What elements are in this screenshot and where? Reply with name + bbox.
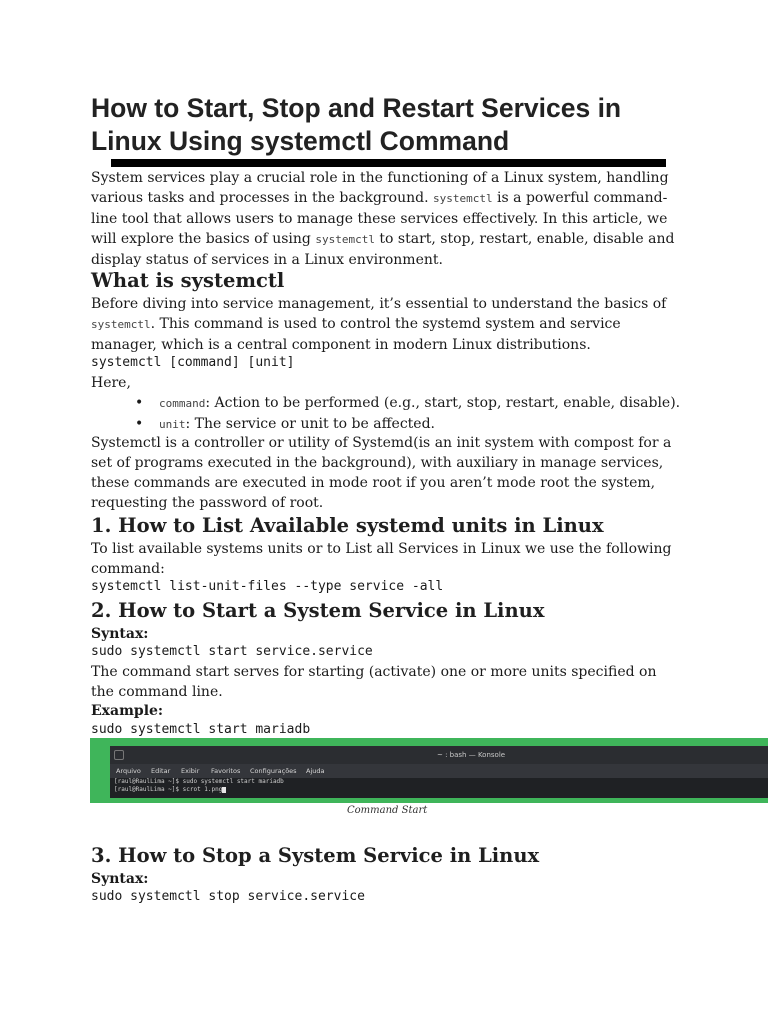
inline-code-systemctl: systemctl bbox=[433, 192, 493, 205]
list-units-text: To list available systems units or to List all Services in Linux we use the following command: bbox=[91, 541, 672, 577]
bullet-text: : Action to be performed (e.g., start, stop, restart, enable, disable). bbox=[205, 395, 681, 411]
list-units-code: systemctl list-unit-files --type service -all bbox=[91, 579, 444, 594]
what-paragraph bbox=[91, 294, 681, 355]
list-item bbox=[135, 414, 680, 435]
start-syntax-code: sudo systemctl start service.service bbox=[91, 644, 373, 659]
title-divider bbox=[111, 159, 666, 167]
intro-text-3: to start, stop, restart, enable, disable and display status of services in a Linux environment. bbox=[91, 231, 675, 268]
terminal-app-icon bbox=[114, 750, 124, 760]
intro-text-2: is a powerful command-line tool that allows users to manage these services effectively. In this article, we will explore the basics of using bbox=[91, 190, 668, 247]
heading-start-service: 2. How to Start a System Service in Linux bbox=[91, 599, 545, 622]
bullet-text: : The service or unit to be affected. bbox=[185, 416, 435, 432]
bullet-list bbox=[135, 393, 680, 435]
image-caption: Command Start bbox=[347, 805, 428, 816]
inline-code-systemctl: systemctl bbox=[91, 318, 151, 331]
intro-text-1: System services play a crucial role in the functioning of a Linux system, handling various tasks and processes in the background. bbox=[91, 170, 669, 206]
what-text-2: . This command is used to control the systemd system and service manager, which is a central component in modern Linux distributions. bbox=[91, 316, 621, 353]
terminal-line-2: [raul@RaulLima ~]$ scrot 1.png bbox=[114, 786, 223, 793]
terminal-line-1: [raul@RaulLima ~]$ sudo systemctl start mariadb bbox=[114, 778, 284, 785]
window-titlebar bbox=[110, 746, 768, 764]
example-label: Example: bbox=[91, 703, 164, 719]
heading-stop-service: 3. How to Stop a System Service in Linux bbox=[91, 844, 540, 867]
menu-editar: Editar bbox=[151, 767, 171, 775]
systemctl-description: Systemctl is a controller or utility of Systemd(is an init system with compost for a set of programs executed in the background), with auxiliary in manage services, these commands are executed in mode root if you aren’t mode root the system, requesting the password of root. bbox=[91, 435, 672, 511]
inline-code-systemctl: systemctl bbox=[315, 233, 375, 246]
heading-list-units: 1. How to List Available systemd units in Linux bbox=[91, 514, 604, 537]
inline-code-command: command bbox=[159, 397, 206, 410]
page-title: How to Start, Stop and Restart Services in Linux Using systemctl Command bbox=[91, 93, 622, 156]
menu-configuracoes: Configurações bbox=[250, 767, 297, 775]
start-example-code: sudo systemctl start mariadb bbox=[91, 722, 311, 737]
inline-code-unit: unit bbox=[159, 418, 186, 431]
list-item bbox=[135, 393, 680, 414]
start-description: The command start serves for starting (activate) one or more units specified on the command line. bbox=[91, 664, 657, 700]
here-text: Here, bbox=[91, 375, 131, 391]
menu-favoritos: Favoritos bbox=[211, 767, 241, 775]
menu-bar bbox=[110, 764, 768, 778]
terminal-screenshot bbox=[90, 738, 768, 803]
terminal-output bbox=[110, 778, 768, 798]
menu-ajuda: Ajuda bbox=[306, 767, 325, 775]
konsole-window bbox=[110, 746, 768, 798]
syntax-label: Syntax: bbox=[91, 871, 149, 887]
heading-what-is-systemctl: What is systemctl bbox=[91, 269, 285, 292]
stop-syntax-code: sudo systemctl stop service.service bbox=[91, 889, 365, 904]
what-text-1: Before diving into service management, it’s essential to understand the basics of bbox=[91, 296, 667, 312]
terminal-cursor bbox=[222, 787, 226, 793]
intro-paragraph bbox=[91, 168, 681, 270]
window-title: ~ : bash — Konsole bbox=[437, 751, 506, 759]
syntax-code: systemctl [command] [unit] bbox=[91, 355, 295, 370]
syntax-label: Syntax: bbox=[91, 626, 149, 642]
menu-exibir: Exibir bbox=[181, 767, 200, 775]
menu-arquivo: Arquivo bbox=[116, 767, 141, 775]
